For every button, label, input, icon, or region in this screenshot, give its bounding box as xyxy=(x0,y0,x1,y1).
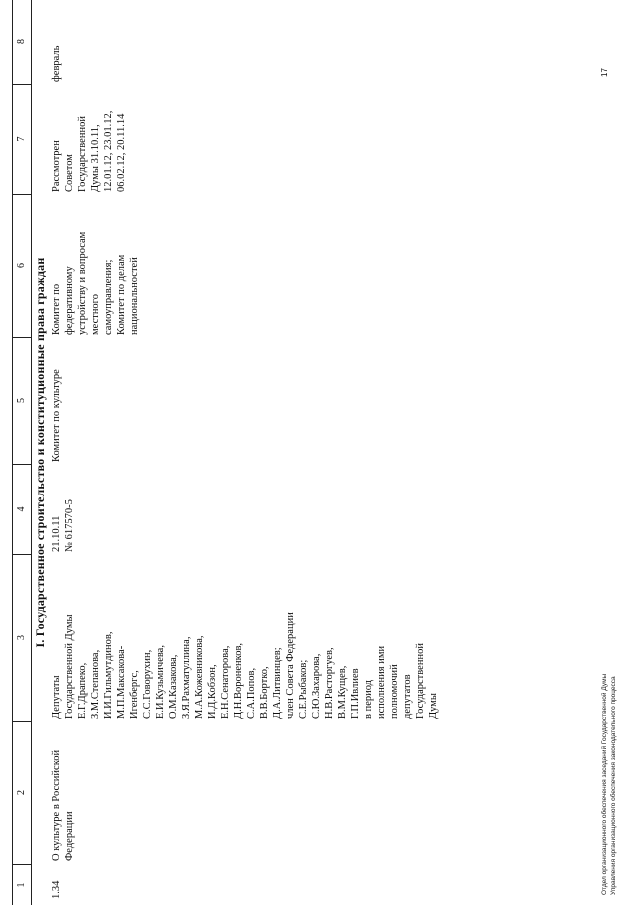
column-number-row xyxy=(12,0,32,905)
column-header-5: 5 xyxy=(13,337,31,465)
introduction-date: 21.10.11 № 617570-5 xyxy=(51,499,75,552)
column-header-3: 3 xyxy=(13,554,31,722)
column-header-4: 4 xyxy=(13,464,31,555)
column-header-6: 6 xyxy=(13,194,31,338)
planned-period: февраль xyxy=(51,45,62,82)
column-header-1: 1 xyxy=(16,882,27,888)
bill-title: О культуре в Российской Федерации xyxy=(51,749,75,861)
co-executor-committees: Комитет по федеративному устройству и вопросам местного самоуправления; Комитет по делам национальностей xyxy=(51,231,140,335)
consideration-status: Рассмотрен Советом Государственной Думы 31.10.11, 12.01.12, 23.01.12, 06.02.12, 20.11.14 xyxy=(51,110,127,192)
footer-department xyxy=(600,674,618,895)
page-number: 17 xyxy=(600,68,609,77)
bill-authors: Депутаты Государственной Думы Е.Г.Драпеко, З.М.Степанова, И.И.Гильмутдинов, М.П.Максакова- Игенбергс, С.С.Говорухин, Е.И.Кузьмичева, О.М.Казакова, З.Я.Рахматуллина, М.А.Кожевникова, И.Д.Кобзон, Е.Н.Сенаторова, Д.Н.Вороненков, С.А.Попов, В.В.Бортко, Д.А.Литвинцев; член Совета Федерации С.Е.Рыбаков; С.Ю.Захарова, Н.В.Расторгуев, В.М.Кущев, Г.П.Ивлиев в период исполнения ими полномочий депутатов Государственной Думы xyxy=(51,612,439,719)
row-number: 1.34 xyxy=(51,880,62,899)
column-header-2: 2 xyxy=(13,721,31,865)
responsible-committee: Комитет по культуре xyxy=(51,369,62,462)
column-header-7: 7 xyxy=(13,84,31,195)
section-title: I. Государственное строительство и конституционные права граждан xyxy=(33,257,47,648)
footer-line-2: Управления организационного обеспечения законодательного процесса xyxy=(610,676,617,895)
column-header-8: 8 xyxy=(13,0,31,85)
footer-line-1: Отдел организационного обеспечения заседаний Государственной Думы xyxy=(601,673,608,895)
